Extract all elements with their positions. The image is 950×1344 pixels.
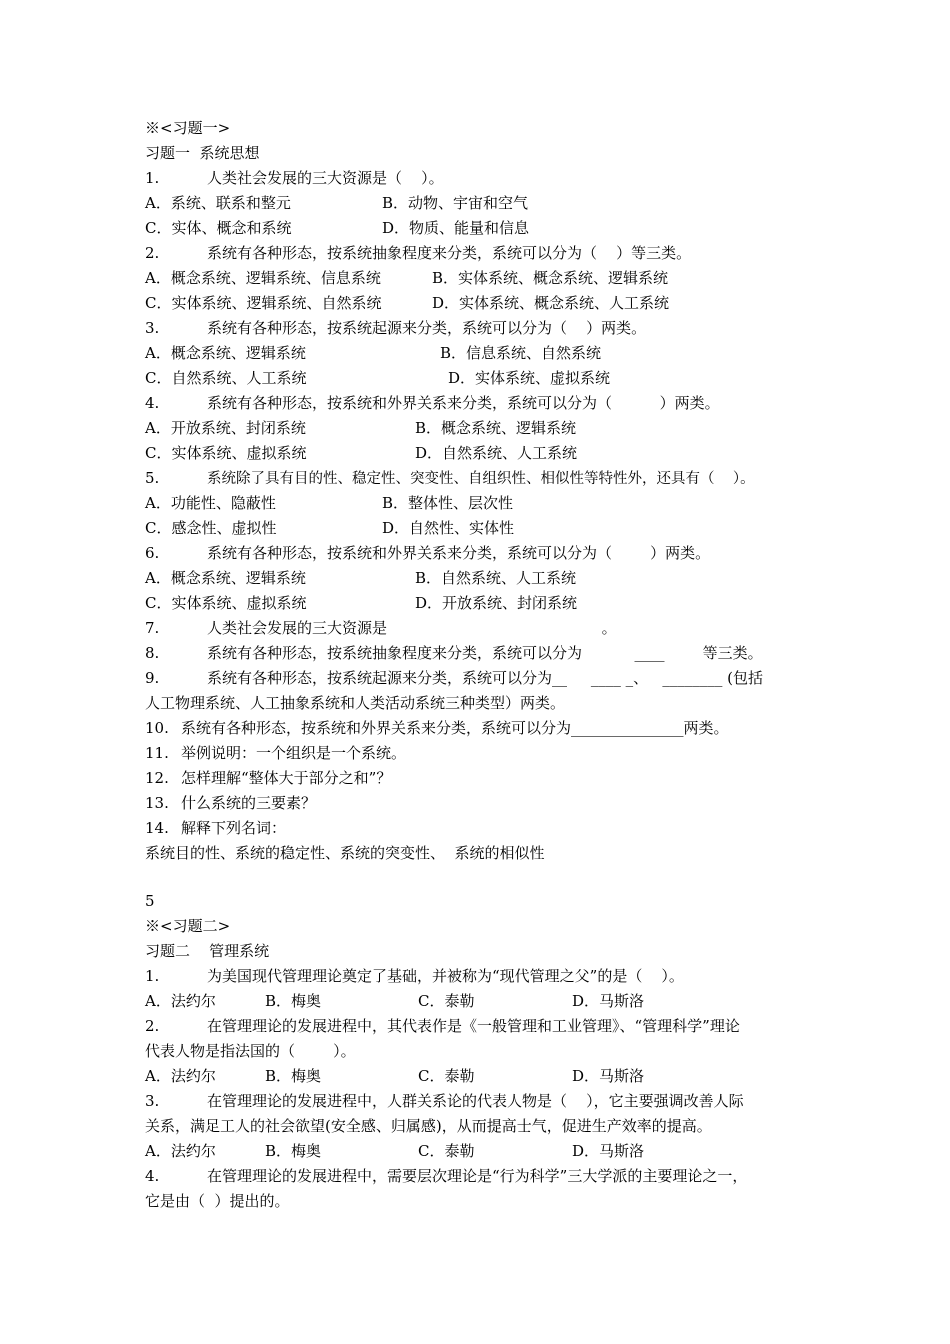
question-3-cont: 关系，满足工人的社会欲望(安全感、归属感)，从而提高士气，促进生产效率的提高。 [145, 1117, 712, 1135]
option-c: C．泰勒 [418, 1067, 475, 1085]
question-text: 在管理理论的发展进程中，需要层次理论是“行为科学”三大学派的主要理论之一， [207, 1167, 748, 1185]
question-text: 什么系统的三要素？ [181, 794, 317, 812]
question-text: 系统有各种形态，按系统和外界关系来分类，系统可以分为（ ）两类。 [207, 394, 720, 412]
question-text: 系统有各种形态，按系统抽象程度来分类，系统可以分为 ____ 等三类。 [207, 644, 763, 662]
question-number: 8. [145, 644, 160, 662]
question-number: 14. [145, 819, 169, 837]
option-c: C．实体系统、虚拟系统 [145, 594, 307, 612]
option-d: D．实体系统、虚拟系统 [448, 369, 611, 387]
question-text: 怎样理解“整体大于部分之和”？ [181, 769, 392, 787]
option-c: C．泰勒 [418, 992, 475, 1010]
question-number: 9. [145, 669, 160, 687]
question-number: 2. [145, 1017, 160, 1035]
option-a: A．概念系统、逻辑系统、信息系统 [145, 269, 381, 287]
option-c: C．泰勒 [418, 1142, 475, 1160]
question-10 [145, 718, 729, 738]
question-4 [145, 393, 720, 413]
question-text: 举例说明：一个组织是一个系统。 [181, 744, 407, 762]
question-number: 1. [145, 169, 160, 187]
question-text: 在管理理论的发展进程中，人群关系论的代表人物是（ ），它主要强调改善人际 [207, 1092, 744, 1110]
question-number: 1. [145, 967, 160, 985]
option-c: C．实体系统、虚拟系统 [145, 444, 307, 462]
option-a: A．开放系统、封闭系统 [145, 419, 306, 437]
question-number: 12. [145, 769, 169, 787]
option-c: C．感念性、虚拟性 [145, 519, 277, 537]
option-a: A．法约尔 [145, 1067, 216, 1085]
option-b: B．梅奥 [265, 992, 322, 1010]
option-a: A．法约尔 [145, 992, 216, 1010]
section-title-1: 习题一 系统思想 [145, 144, 260, 162]
question-2 [145, 1016, 740, 1036]
option-b: B．实体系统、概念系统、逻辑系统 [432, 269, 669, 287]
question-number: 11. [145, 744, 169, 762]
question-number: 6. [145, 544, 160, 562]
option-b: B．梅奥 [265, 1142, 322, 1160]
question-6 [145, 543, 710, 563]
option-c: C．实体系统、逻辑系统、自然系统 [145, 294, 382, 312]
option-a: A．法约尔 [145, 1142, 216, 1160]
option-d: D．开放系统、封闭系统 [415, 594, 578, 612]
question-text: 系统有各种形态，按系统和外界关系来分类，系统可以分为_______________两类。 [181, 719, 729, 737]
question-1 [145, 966, 684, 986]
question-4-cont: 它是由（ ）提出的。 [145, 1192, 290, 1210]
option-d: D．物质、能量和信息 [382, 219, 530, 237]
question-number: 4. [145, 1167, 160, 1185]
question-text: 系统除了具有目的性、稳定性、突变性、自组织性、相似性等特性外，还具有（ ）。 [207, 471, 755, 487]
section-marker-2: ※<习题二> [145, 917, 231, 935]
question-text: 在管理理论的发展进程中，其代表作是《一般管理和工业管理》、“管理科学”理论 [207, 1017, 740, 1035]
question-3 [145, 318, 646, 338]
section-marker-1: ※<习题一> [145, 119, 231, 137]
option-b: B．动物、宇宙和空气 [382, 194, 529, 212]
question-text: 解释下列名词： [181, 819, 287, 837]
question-1 [145, 168, 444, 188]
question-text: 人类社会发展的三大资源是（ ）。 [207, 169, 444, 187]
question-text: 为美国现代管理理论奠定了基础，并被称为“现代管理之父”的是（ ）。 [207, 967, 684, 985]
question-text: 系统有各种形态，按系统起源来分类，系统可以分为（ ）两类。 [207, 319, 647, 337]
question-number: 3. [145, 1092, 160, 1110]
option-b: B．整体性、层次性 [382, 494, 514, 512]
option-d: D．马斯洛 [572, 1142, 645, 1160]
option-d: D．马斯洛 [572, 1067, 645, 1085]
option-d: D．自然性、实体性 [382, 519, 515, 537]
question-number: 2. [145, 244, 160, 262]
question-9 [145, 668, 763, 688]
option-a: A．概念系统、逻辑系统 [145, 569, 306, 587]
question-9-cont: 人工物理系统、人工抽象系统和人类活动系统三种类型）两类。 [145, 694, 566, 712]
question-2 [145, 243, 691, 263]
question-2-cont: 代表人物是指法国的（ ）。 [145, 1042, 356, 1060]
question-text: 系统有各种形态，按系统抽象程度来分类，系统可以分为（ ）等三类。 [207, 244, 692, 262]
question-text: 人类社会发展的三大资源是 。 [207, 619, 617, 637]
option-b: B．信息系统、自然系统 [440, 344, 602, 362]
option-d: D．自然系统、人工系统 [415, 444, 578, 462]
question-number: 5. [145, 469, 160, 487]
option-c: C．实体、概念和系统 [145, 219, 292, 237]
question-number: 4. [145, 394, 160, 412]
question-14 [145, 818, 286, 838]
question-number: 3. [145, 319, 160, 337]
question-14-cont: 系统目的性、系统的稳定性、系统的突变性、 系统的相似性 [145, 844, 545, 862]
option-c: C．自然系统、人工系统 [145, 369, 307, 387]
question-number: 13. [145, 794, 169, 812]
page-number: 5 [145, 892, 155, 910]
question-text: 系统有各种形态，按系统起源来分类，系统可以分为__ ____ _、 ________ (包括 [207, 669, 764, 687]
question-3 [145, 1091, 744, 1111]
option-b: B．梅奥 [265, 1067, 322, 1085]
question-12 [145, 768, 391, 788]
option-a: A．功能性、隐蔽性 [145, 494, 276, 512]
question-8 [145, 643, 763, 663]
option-b: B．自然系统、人工系统 [415, 569, 577, 587]
section-title-2: 习题二 管理系统 [145, 942, 270, 960]
option-a: A．概念系统、逻辑系统 [145, 344, 306, 362]
question-5 [145, 468, 755, 489]
option-d: D．实体系统、概念系统、人工系统 [432, 294, 670, 312]
question-11 [145, 743, 406, 763]
question-4 [145, 1166, 747, 1186]
question-13 [145, 793, 316, 813]
question-number: 7. [145, 619, 160, 637]
option-a: A．系统、联系和整元 [145, 194, 291, 212]
option-d: D．马斯洛 [572, 992, 645, 1010]
option-b: B．概念系统、逻辑系统 [415, 419, 577, 437]
question-number: 10. [145, 719, 169, 737]
question-7 [145, 618, 617, 638]
question-text: 系统有各种形态，按系统和外界关系来分类，系统可以分为（ ）两类。 [207, 544, 711, 562]
